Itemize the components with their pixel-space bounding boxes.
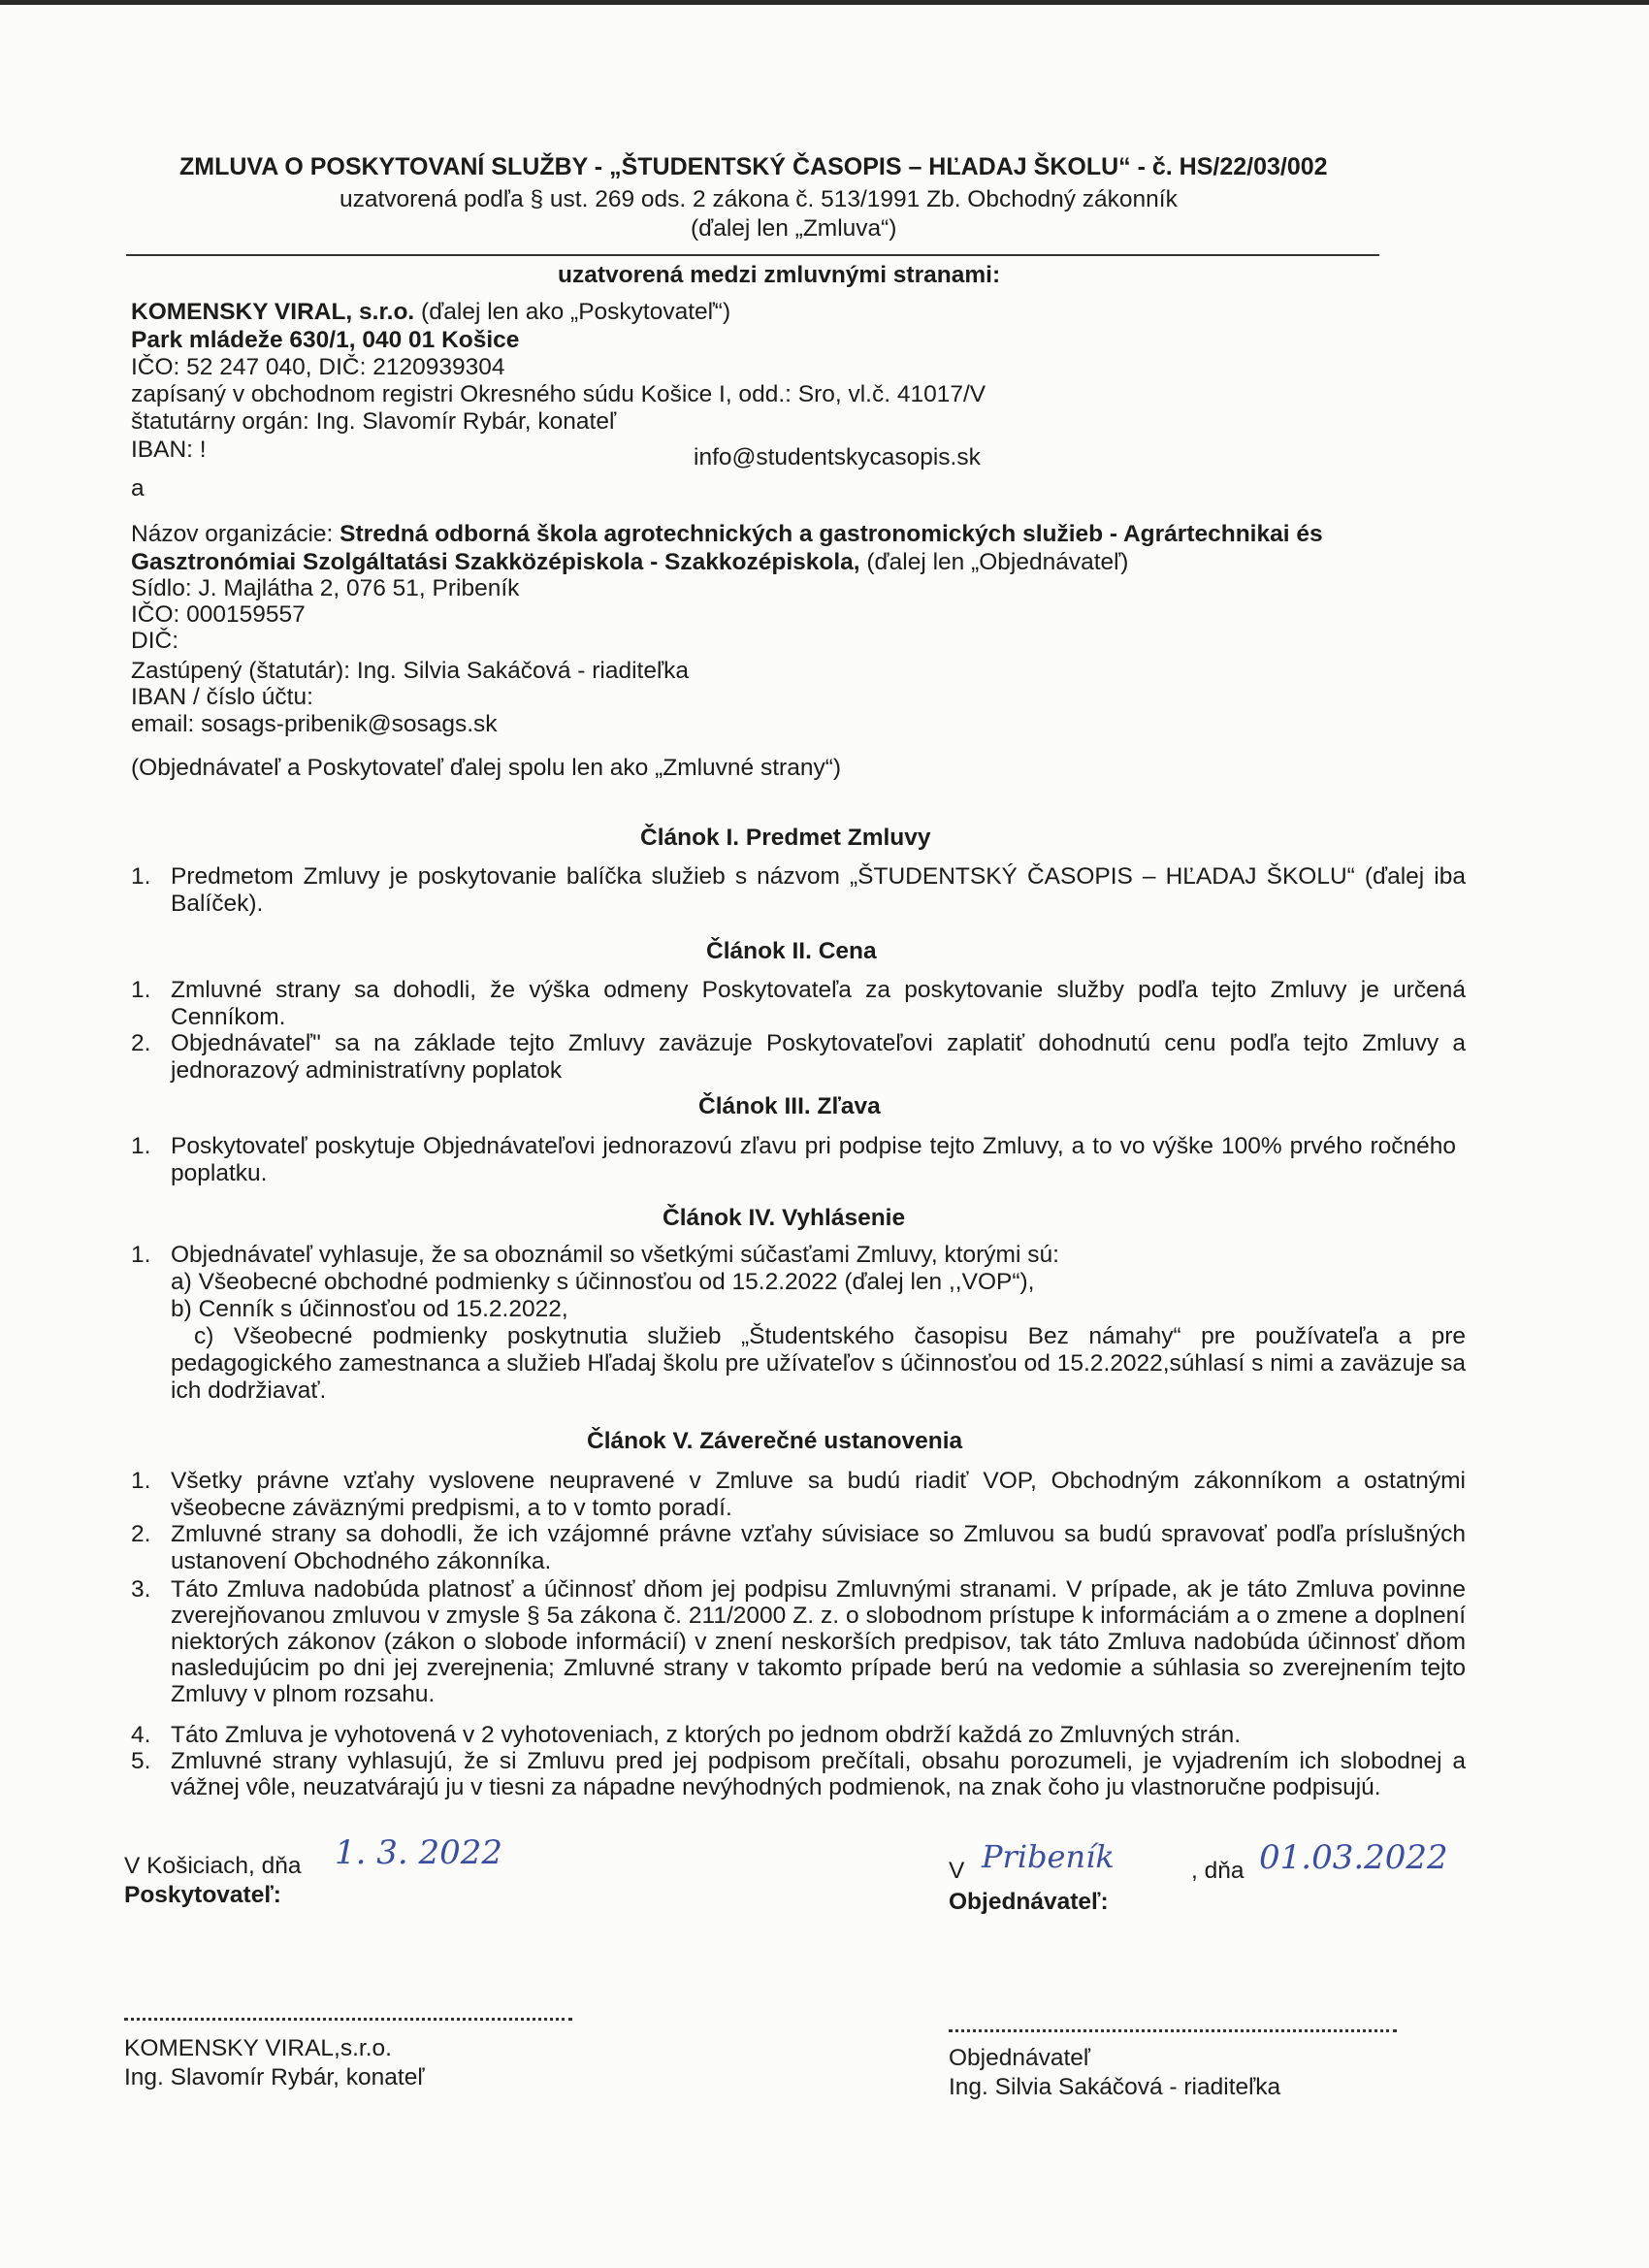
article-4-item-1: Objednávateľ vyhlasuje, že sa oboznámil so všetkými súčasťami Zmluvy, ktorými sú: [171, 1242, 1059, 1268]
article-3-item-1-number: 1. [131, 1133, 151, 1159]
client-org-label: Názov organizácie: [131, 521, 340, 547]
conjunction: a [131, 475, 145, 502]
article-5-item-3-number: 3. [131, 1576, 151, 1603]
provider-ico: IČO: 52 247 040, DIČ: 2120939304 [131, 354, 505, 380]
left-place-label: V Košiciach, dňa [124, 1853, 302, 1879]
client-org-name-2: Gasztronómiai Szolgáltatási Szakközépiskola - Szakkozépiskola, [131, 549, 860, 575]
article-5-title: Článok V. Záverečné ustanovenia [587, 1428, 963, 1454]
article-5-item-2: Zmluvné strany sa dohodli, že ich vzájomné právne vzťahy súvisiace so Zmluvou sa budú spravovať podľa príslušných ustanovení Obchodného zákonníka. [171, 1521, 1466, 1574]
client-org-name-1: Stredná odborná škola agrotechnických a gastronomických služieb - Agrártechnikai és [340, 521, 1323, 547]
article-4-item-b: b) Cenník s účinnosťou od 15.2.2022, [171, 1296, 568, 1322]
article-5-item-4-number: 4. [131, 1722, 151, 1748]
left-person: Ing. Slavomír Rybár, konateľ [124, 2064, 425, 2090]
client-iban: IBAN / číslo účtu: [131, 684, 313, 710]
client-representative: Zastúpený (štatutár): Ing. Silvia Sakáčová - riaditeľka [131, 658, 689, 684]
article-5-item-1-number: 1. [131, 1468, 151, 1494]
provider-address: Park mládeže 630/1, 040 01 Košice [131, 327, 520, 353]
article-1-item-1: Predmetom Zmluvy je poskytovanie balíčka služieb s názvom „ŠTUDENTSKÝ ČASOPIS – HĽADAJ ŠKOLU“ (ďalej iba Balíček). [171, 863, 1466, 917]
article-4-item-a: a) Všeobecné obchodné podmienky s účinnosťou od 15.2.2022 (ďalej len ,,VOP“), [171, 1269, 1035, 1295]
article-2-item-2-number: 2. [131, 1030, 151, 1056]
article-5-item-4: Táto Zmluva je vyhotovená v 2 vyhotoveniach, z ktorých po jednom obdrží každá zo Zmluvných strán. [171, 1722, 1242, 1748]
left-company: KOMENSKY VIRAL,s.r.o. [124, 2035, 392, 2061]
contract-alias: (ďalej len „Zmluva“) [691, 215, 897, 242]
parties-heading: uzatvorená medzi zmluvnými stranami: [558, 262, 1001, 288]
right-signature-line [949, 2029, 1397, 2032]
article-3-item-1: Poskytovateľ poskytuje Objednávateľovi jednorazovú zľavu pri podpise tejto Zmluvy, a to vo výške 100% prvého ročného poplatku. [171, 1133, 1456, 1186]
right-company: Objednávateľ [949, 2045, 1091, 2071]
provider-alias: (ďalej len ako „Poskytovateľ“) [414, 299, 731, 325]
header-divider [126, 254, 1379, 256]
article-2-item-1: Zmluvné strany sa dohodli, že výška odmeny Poskytovateľa za poskytovanie služby podľa tejto Zmluvy je určená Cenníkom. [171, 977, 1466, 1030]
provider-email: info@studentskycasopis.sk [694, 444, 981, 470]
article-3-title: Článok III. Zľava [698, 1093, 881, 1119]
client-org-line-1 [131, 521, 1323, 548]
right-v-label: V [949, 1858, 965, 1884]
article-5-item-5-number: 5. [131, 1748, 151, 1774]
client-dic: DIČ: [131, 628, 178, 654]
client-seat: Sídlo: J. Majlátha 2, 076 51, Pribeník [131, 575, 520, 601]
article-4-title: Článok IV. Vyhlásenie [663, 1205, 906, 1231]
article-1-title: Článok I. Predmet Zmluvy [640, 825, 931, 851]
right-handwritten-date: 01.03.2022 [1259, 1838, 1448, 1877]
right-person: Ing. Silvia Sakáčová - riaditeľka [949, 2074, 1281, 2100]
article-1-item-1-number: 1. [131, 863, 151, 890]
contract-title: ZMLUVA O POSKYTOVANÍ SLUŽBY - „ŠTUDENTSKÝ ČASOPIS – HĽADAJ ŠKOLU“ - č. HS/22/03/002 [179, 153, 1328, 180]
client-alias: (ďalej len „Objednávateľ) [859, 549, 1129, 575]
article-5-item-3: Táto Zmluva nadobúda platnosť a účinnosť dňom jej podpisu Zmluvnými stranami. V prípade, ak je táto Zmluva povinne zverejňovanou zmluvou v zmysle § 5a zákona č. 211/2000 Z. z. o slobodnom prístupe k informáciám a o zmene a doplnení niektorých zákonov (zákon o slobode informácií) v znení neskorších predpisov, tak táto Zmluva nadobúda účinnosť dňom nasledujúcim po dni jej zverejnenia; Zmluvné strany v takomto prípade berú na vedomie a súhlasia so zverejnením tejto Zmluvy v plnom rozsahu. [171, 1576, 1466, 1707]
client-ico: IČO: 000159557 [131, 601, 306, 628]
article-2-item-2: Objednávateľ" sa na základe tejto Zmluvy zaväzuje Poskytovateľovi zaplatiť dohodnutú cenu podľa tejto Zmluvy a jednorazový administratívny poplatok [171, 1030, 1466, 1084]
article-5-item-1: Všetky právne vzťahy vyslovene neupravené v Zmluve sa budú riadiť VOP, Obchodným zákonníkom a ostatnými všeobecne záväznými predpismi, a to v tomto poradí. [171, 1468, 1466, 1521]
article-4-item-1-number: 1. [131, 1242, 151, 1268]
provider-name-line [131, 299, 730, 326]
left-handwritten-date: 1. 3. 2022 [335, 1833, 503, 1872]
article-2-title: Článok II. Cena [706, 938, 877, 964]
provider-statutory: štatutárny orgán: Ing. Slavomír Rybár, konateľ [131, 408, 617, 435]
client-org-line-2 [131, 549, 1128, 576]
article-4-item-c: c) Všeobecné podmienky poskytnutia služieb „Študentského časopisu Bez námahy“ pre používateľa a pre pedagogického zamestnanca a služieb Hľadaj školu pre užívateľov s účinnosťou od 15.2.2022,súhlasí s nimi a zaväzuje sa ich dodržiavať. [171, 1323, 1466, 1404]
parties-note: (Objednávateľ a Poskytovateľ ďalej spolu len ako „Zmluvné strany“) [131, 755, 842, 781]
right-handwritten-place: Pribeník [982, 1838, 1115, 1875]
left-signature-line [124, 2018, 572, 2021]
provider-name: KOMENSKY VIRAL, s.r.o. [131, 299, 415, 325]
contract-subtitle: uzatvorená podľa § ust. 269 ods. 2 zákona č. 513/1991 Zb. Obchodný zákonník [340, 186, 1178, 212]
article-2-item-1-number: 1. [131, 977, 151, 1003]
right-dna-label: , dňa [1191, 1858, 1245, 1884]
client-email: email: sosags-pribenik@sosags.sk [131, 711, 498, 737]
article-5-item-5: Zmluvné strany vyhlasujú, že si Zmluvu pred jej podpisom prečítali, obsahu porozumeli, je vyjadrením ich slobodnej a vážnej vôle, neuzatvárajú ju v tiesni za nápadne nevýhodných podmienok, na znak čoho ju vlastnoručne podpisujú. [171, 1748, 1466, 1800]
right-role: Objednávateľ: [949, 1889, 1109, 1915]
provider-registry: zapísaný v obchodnom registri Okresného súdu Košice I, odd.: Sro, vl.č. 41017/V [131, 381, 986, 407]
scan-top-edge [0, 0, 1649, 5]
provider-iban: IBAN: ! [131, 437, 207, 463]
article-5-item-2-number: 2. [131, 1521, 151, 1547]
left-role: Poskytovateľ: [124, 1882, 281, 1908]
